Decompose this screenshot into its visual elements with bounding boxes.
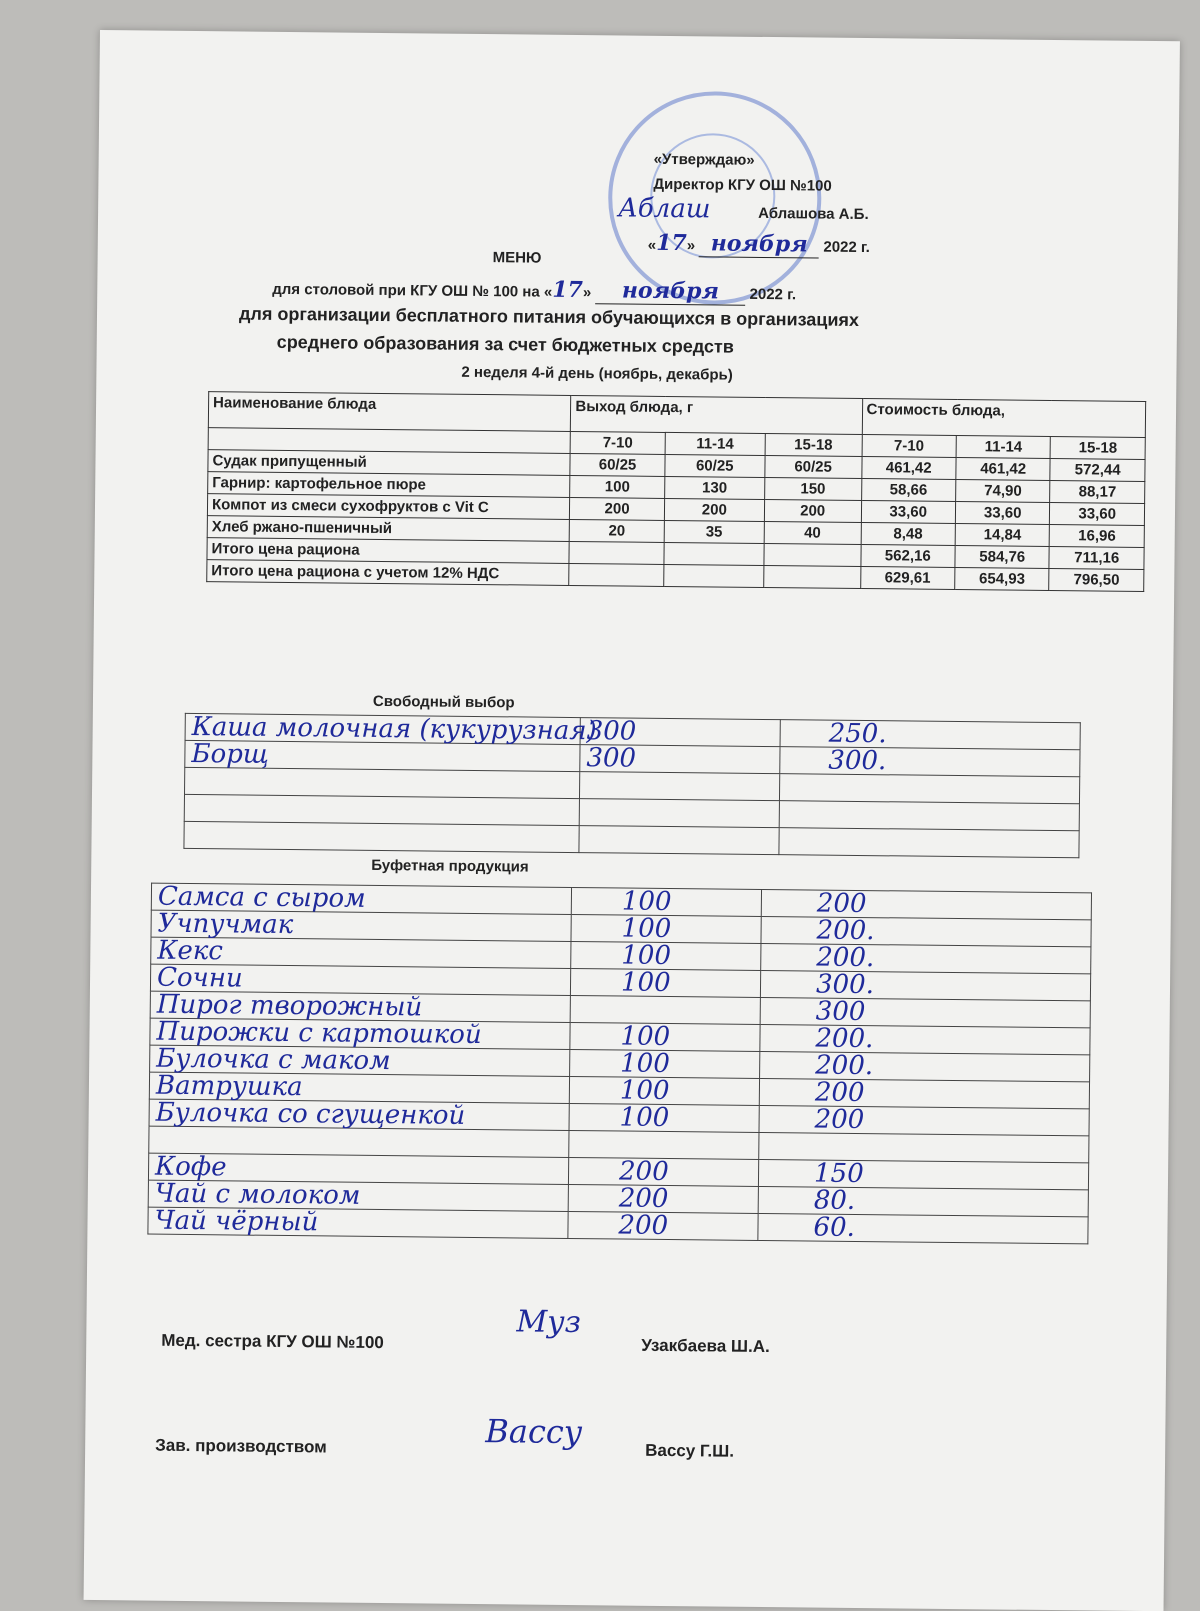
item-price: 300 [815,996,866,1028]
table-cell: 20 [570,519,665,542]
approval-date-month: ноября [699,230,819,258]
approval-director-name: Аблашова А.Б. [758,204,869,224]
table-cell [149,1099,569,1130]
total-vat-cost: 796,50 [1049,568,1144,591]
table-cell [184,821,579,852]
table-cell [184,767,579,798]
item-name: Пирожки с картошкой [156,1016,482,1051]
item-qty: 100 [620,967,671,999]
age-15-18: 15-18 [765,433,862,456]
header-cost: Стоимость блюда, [862,399,1146,438]
table-cell [664,542,764,565]
item-name: Каша молочная (кукурузная) [191,711,597,747]
total-vat-cost: 629,61 [860,566,955,589]
table-cell [759,1078,1089,1108]
item-qty: 200 [618,1156,669,1188]
table-cell [779,801,1079,831]
table-cell [780,720,1080,750]
title-line1: для столовой при КГУ ОШ № 100 на «17» ноября 2022 г. [272,276,797,305]
table-cell [571,941,761,970]
free-choice-table [183,713,1080,858]
menu-title: МЕНЮ [492,249,542,267]
table-cell [570,1049,760,1078]
document-sheet [84,30,1180,1611]
table-cell [760,1024,1090,1054]
table-cell: 572,44 [1050,458,1145,481]
item-price: 200 [816,888,867,920]
table-cell: 60/25 [570,453,665,476]
item-name: Пирог творожный [156,989,423,1023]
table-cell [184,794,579,825]
free-choice-title: Свободный выбор [372,692,515,712]
table-cell: 200 [570,497,665,520]
total-vat-cost: 654,93 [955,567,1050,590]
table-cell [761,943,1091,973]
chef-signature: Вассу [485,1412,583,1452]
dish-name: Гарнир: картофельное пюре [208,472,571,498]
nurse-name: Узакбаева Ш.А. [641,1335,770,1357]
item-name: Чай чёрный [154,1205,319,1238]
table-cell: 14,84 [955,523,1050,546]
table-cell: 33,60 [861,500,956,523]
item-name: Кекс [157,935,224,967]
item-qty: 100 [620,1048,671,1080]
chef-label: Зав. производством [155,1435,327,1457]
item-price: 200. [815,1023,874,1055]
item-price: 300. [828,745,887,777]
table-cell: 461,42 [861,456,956,479]
age-11-14: 11-14 [956,435,1051,458]
table-cell: 200 [764,499,861,522]
table-cell [759,1132,1089,1162]
table-cell [571,887,761,916]
table-cell [759,1105,1089,1135]
item-price: 200. [816,942,875,974]
table-cell [568,1157,758,1186]
approval-date-day: 17 [656,229,687,257]
table-cell [570,1022,760,1051]
item-name: Чай с молоком [154,1178,361,1211]
table-cell [758,1213,1088,1243]
table-cell: 74,90 [956,479,1051,502]
age-11-14: 11-14 [665,432,765,455]
table-cell [760,997,1090,1027]
item-price: 60. [813,1212,856,1243]
item-qty: 200 [618,1183,669,1215]
table-cell [758,1186,1088,1216]
table-cell [569,563,664,586]
table-cell: 8,48 [861,522,956,545]
table-cell [579,799,779,828]
table-cell [758,1159,1088,1189]
total-cost: 584,76 [955,545,1050,568]
dish-name: Хлеб ржано-пшеничный [207,516,570,542]
title-line2: для организации бесплатного питания обучающихся в организациях [238,303,860,330]
item-qty: 100 [621,913,672,945]
table-cell: 60/25 [765,455,862,478]
table-cell [568,1211,758,1240]
table-cell [779,828,1079,858]
table-cell: 150 [764,477,861,500]
table-cell [664,564,764,587]
item-name: Борщ [191,738,270,770]
age-15-18: 15-18 [1051,436,1146,459]
age-7-10: 7-10 [862,434,957,457]
item-qty: 200 [618,1210,669,1242]
table-cell [580,718,780,747]
table-cell [569,1103,759,1132]
table-cell [780,747,1080,777]
dish-name: Компот из смеси сухофруктов с Vit C [207,494,570,520]
item-name: Ватрушка [155,1070,303,1103]
item-price: 250. [828,718,887,750]
table-cell [571,914,761,943]
approval-date: «17» ноября 2022 г. [647,229,870,258]
table-cell [568,1184,758,1213]
table-cell [760,1051,1090,1081]
item-price: 150 [813,1158,864,1190]
item-qty: 100 [621,886,672,918]
approval-heading: «Утверждаю» [653,150,755,169]
item-name: Булочка со сгущенкой [155,1097,466,1131]
header-portion: Выход блюда, г [571,395,863,434]
title-line4: 2 неделя 4-й день (ноябрь, декабрь) [461,363,733,384]
table-cell [569,1130,759,1159]
approval-date-year: 2022 г. [823,238,870,257]
total-cost: 711,16 [1049,546,1144,569]
item-price: 200 [814,1077,865,1109]
title-month: ноября [595,277,745,306]
buffet-table [147,883,1092,1245]
item-qty: 100 [619,1102,670,1134]
item-name: Учпучмак [157,908,294,941]
table-cell: 100 [570,475,665,498]
table-cell [569,541,664,564]
table-cell: 33,60 [955,501,1050,524]
nurse-signature: Муз [516,1304,582,1341]
table-cell [570,995,760,1024]
director-signature: Аблаш [618,193,711,225]
age-7-10: 7-10 [570,431,665,454]
table-cell: 60/25 [665,454,765,477]
table-cell: 200 [664,498,764,521]
table-cell [569,1076,759,1105]
table-cell: 88,17 [1050,480,1145,503]
item-qty: 100 [621,940,672,972]
buffet-title: Буфетная продукция [371,856,529,876]
item-name: Кофе [154,1151,227,1183]
table-cell: 58,66 [861,478,956,501]
item-price: 200. [816,915,875,947]
chef-name: Вассу Г.Ш. [645,1440,735,1461]
item-name: Самса с сыром [157,881,366,914]
item-qty: 100 [619,1075,670,1107]
table-cell [579,772,779,801]
total-vat-label: Итого цена рациона с учетом 12% НДС [207,560,570,586]
table-cell [761,916,1091,946]
table-cell [779,774,1079,804]
table-cell: 33,60 [1050,502,1145,525]
table-cell [764,565,861,588]
total-label: Итого цена рациона [207,538,570,564]
title-day: 17 [552,276,584,304]
item-name: Сочни [156,962,243,994]
table-cell: 16,96 [1050,524,1145,547]
item-qty: 100 [620,1021,671,1053]
dish-name: Судак припущенный [208,450,571,476]
table-cell [760,970,1090,1000]
title-line3: среднего образования за счет бюджетных средств [276,331,734,357]
total-cost: 562,16 [860,544,955,567]
table-cell [580,745,780,774]
table-cell: 130 [664,476,764,499]
table-cell [570,968,760,997]
table-cell: 35 [664,520,764,543]
table-cell [148,1207,568,1238]
table-cell [764,543,861,566]
table-cell: 40 [764,521,861,544]
menu-table [206,391,1146,592]
item-qty: 300 [586,743,637,774]
approval-director: Директор КГУ ОШ №100 [653,175,832,195]
table-cell [579,826,779,855]
nurse-label: Мед. сестра КГУ ОШ №100 [161,1330,384,1353]
item-price: 200. [815,1050,874,1082]
table-cell [761,889,1091,919]
table-cell: 461,42 [956,457,1051,480]
item-price: 80. [813,1185,856,1216]
header-dish-name: Наименование блюда [208,392,571,432]
item-price: 300. [815,969,875,1001]
item-price: 200 [814,1104,865,1136]
item-name: Булочка с маком [156,1043,391,1077]
item-qty: 300 [586,716,637,747]
